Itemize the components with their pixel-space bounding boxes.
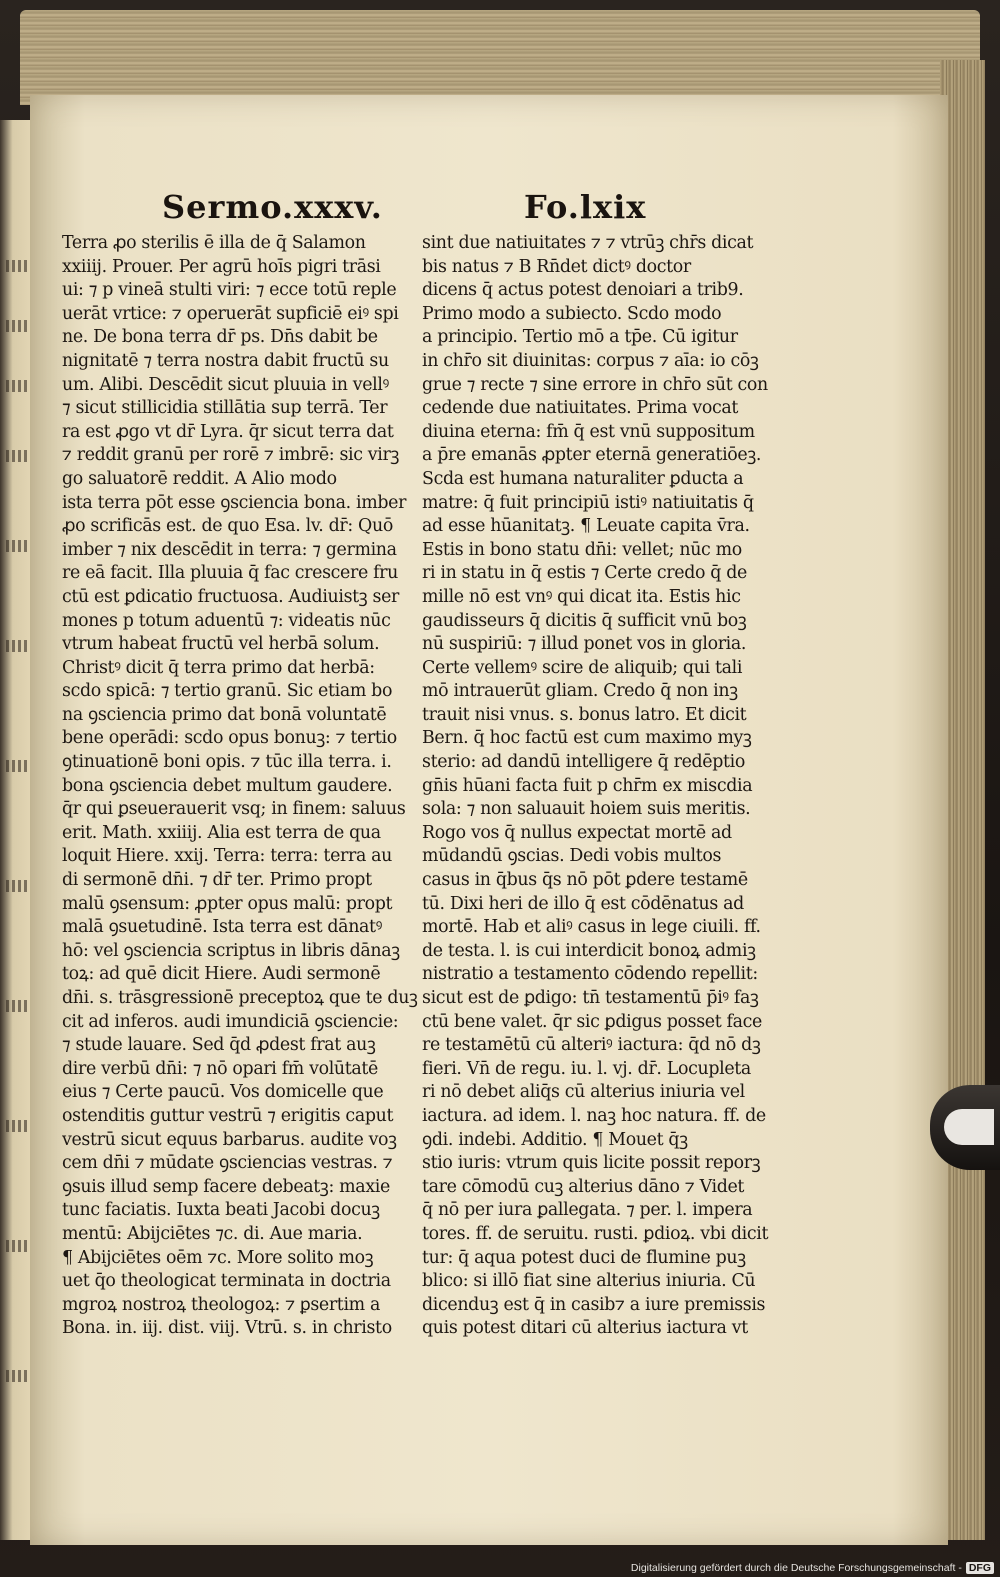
text-line: Certe vellemꝰ scire de aliquib; qui tali [422, 657, 743, 678]
text-line: stio iuris: vtrum quis licite possit reporꝫ [422, 1153, 761, 1174]
text-line: ꝓo scrificās est. de quo Esa. lv. dr̄: Quō [62, 516, 393, 537]
text-line: hō: vel ꝯsciencia scriptus in libris dānaꝫ [62, 940, 400, 961]
text-line: grue ⁊ recte ⁊ sine errore in chr̄o sūt con [422, 374, 768, 395]
text-line: mille nō est vnꝰ qui dicat ita. Estis hic [422, 586, 741, 607]
text-line: bis natus ⁊ B Rn̄det dictꝰ doctor [422, 256, 691, 277]
text-line: q̄ nō per iura ꝑallegata. ⁊ per. l. impera [422, 1200, 753, 1221]
digitization-credit [631, 1562, 994, 1574]
text-line: iactura. ad idem. l. naꝫ hoc natura. ff. de [422, 1105, 766, 1126]
text-line: gaudisseurs q̄ dicitis q̄ sufficit vnū boꝫ [422, 610, 747, 631]
text-line: diuina eterna: fm̄ q̄ est vnū suppositum [422, 421, 755, 442]
text-line: ui: ⁊ p vineā stulti viri: ⁊ ecce totū reple [62, 280, 397, 301]
text-line: na ꝯsciencia primo dat bonā voluntatē [62, 704, 387, 725]
text-line: re eā facit. Illa pluuia q̄ fac crescere fru [62, 563, 398, 584]
text-line: ꝯsuis illud semp facere debeatꝫ: maxie [62, 1176, 390, 1197]
text-line: scd̄o spicā: ⁊ tertio granū. Sic etiam bo [62, 681, 393, 702]
text-line: tare cōmodū cuꝫ alterius dāno ⁊ Videt̄ [422, 1176, 745, 1197]
text-line: ra est ꝓgo vt dr̄ Lyra. q̄r sicut terra dat [62, 421, 394, 442]
text-line: eius ⁊ Certe paucū. Vos domicelle que [62, 1082, 384, 1103]
text-line: mentū: Abijciētes ⁊c. di. Aue maria. [62, 1223, 363, 1244]
text-line: tur: q̄ aqua potest duci de flumine puꝫ [422, 1247, 746, 1268]
text-line: matre: q̄ fuit principiū istiꝰ natiuitatis q̄ [422, 492, 754, 513]
text-line: Scd̄a est humana naturaliter ꝑducta a [422, 468, 744, 489]
text-line: mortē. Hab et̄ aliꝰ casus in lege ciuili. ff. [422, 917, 761, 938]
text-line: a p̄re emanās ꝓpter eternā generatiōeꝫ. [422, 445, 762, 466]
text-line: malā ꝯsuetudinē. Ista terra est dānatꝰ [62, 917, 382, 938]
text-line: ostenditis guttur vestrū ⁊ erigitis caput [62, 1105, 394, 1126]
text-line: mones p totum aduentū ⁊: videatis nūc [62, 610, 391, 631]
folio-number: Fo.lxix [524, 188, 647, 226]
text-line: um. Alibi. Descēdit sicut pluuia in vellꝰ [62, 374, 389, 395]
text-line: dire verbū dn̄i: ⁊ nō opari fm̄ volūtatē [62, 1058, 378, 1079]
text-line: trauit nisi vnus. s. bonus latro. Et dicit [422, 704, 747, 725]
text-line: casus in q̄bus q̄s nō pōt ꝑdere testamē [422, 870, 748, 891]
text-line: mō intrauerūt gl̄iam. Credo q̄ non inꝫ [422, 681, 738, 702]
text-line: bene operādi: scd̄o opus bonuꝫ: ⁊ tertio [62, 728, 397, 749]
text-line: ctū est ꝑdicatio fructuosa. Audiuistꝫ ser [62, 586, 400, 607]
text-line: sicut est de ꝑdigo: tn̄ testamentū p̄iꝰ faꝫ [422, 988, 759, 1008]
text-line: nistratio a testamento cōdendo repellit̄: [422, 964, 758, 985]
text-line: Christꝰ dicit q̄ terra primo dat herbā: [62, 657, 375, 678]
text-line: ne. De bona terra dr̄ ps. Dn̄s dabit be [62, 327, 378, 348]
text-line: Estis in bono statu dn̄i: vellet; nūc mo [422, 539, 742, 560]
text-line: quis potest ditari cū alterius iactura vt [422, 1318, 748, 1339]
text-line: sterio: ad dandū intelligere q̄ redēptio [422, 752, 746, 773]
text-line: nignitatē ⁊ terra nostra dabit fructū su [62, 350, 389, 371]
running-header-left: Sermo.xxxv. [162, 188, 383, 226]
text-line: ⁊ sicut stillicidia stillātia sup terrā. Ter [62, 398, 388, 419]
text-line: loquit̄ Hiere. xxij. Terra: terra: terra au [62, 846, 393, 867]
dfg-logo: DFG [966, 1562, 994, 1574]
text-line: cem dn̄i ⁊ mūdate ꝯsciencias vestras. ⁊ [62, 1153, 393, 1174]
text-line: sint due natiuitates ⁊ ⁊ vtrūꝫ chr̄s dicat̄ [422, 233, 754, 253]
text-line: go saluatorē reddit. A Alio modo [62, 468, 337, 489]
text-line: imber ⁊ nix descēdit in terra: ⁊ germina [62, 539, 397, 560]
text-line: toꝝ: ad quē dicit Hiere. Audi sermonē [62, 964, 381, 985]
text-line: dicens q̄ actus potest denoiari a trib9. [422, 280, 744, 301]
text-column-left [62, 232, 462, 1341]
text-line: bona ꝯsciencia debet multum gaudere. [62, 775, 393, 796]
text-line: nū suspiriū: ⁊ illud ponet vos in gloria. [422, 634, 747, 655]
text-line: de testa. l. is cui interdicit̄ bonoꝝ admiꝫ [422, 940, 756, 961]
text-line: ctū bene valet. q̄r sic ꝑdigus posset face [422, 1011, 762, 1032]
text-line: fieri. Vn̄ de regu. iu. l. vj. dr̄. Locupleta [422, 1058, 751, 1079]
text-line: Bern. q̄ hoc factū est cum maximo myꝫ [422, 728, 752, 749]
text-line: ⁊ reddit granū per rorē ⁊ imbrē: sic virꝫ [62, 445, 399, 466]
text-line: dn̄i. s. trāsgressionē preceptoꝝ que te duꝫ [62, 988, 418, 1008]
book-clasp [930, 1085, 1000, 1170]
text-line: erit. Math. xxiiij. Alia est terra de qua [62, 822, 381, 843]
text-line: sola: ⁊ non saluauit hoiem suis meritis. [422, 799, 751, 820]
text-line: Bona. in. iij. dist. viij. Vtrū. s. in christo [62, 1318, 392, 1339]
text-line: vestrū sicut equus barbarus. audite voꝫ [62, 1129, 397, 1150]
text-line: uet̄ q̄o theologicat̄ terminata in doctria [62, 1271, 391, 1292]
text-line: vtrum habeat fructū vel herbā solum. [62, 634, 380, 655]
text-line: cit ad inferos. audi imundiciā ꝯsciencie: [62, 1011, 399, 1032]
text-line: ri in statu in q̄ estis ⁊ Certe credo q̄ de [422, 563, 747, 584]
text-line: blico: si illō fiat sine alterius iniuria. Cū [422, 1271, 756, 1292]
text-line: Terra ꝓo sterilis ē illa de q̄ Salamon [62, 233, 366, 253]
text-line: tores. ff. de seruitu. rusti. ꝑdioꝝ. vbi dicit̄ [422, 1223, 769, 1244]
text-column-right [422, 232, 822, 1341]
text-line: ¶ Abijciētes oēm ⁊c. More solito moꝫ [62, 1247, 374, 1268]
text-line: tū. Dixi heri de illo q̄ est cōdēnatus ad [422, 893, 744, 914]
text-line: uerāt vrtice: ⁊ operuerāt supficiē eiꝰ spi [62, 303, 399, 324]
text-line: di sermonē dn̄i. ⁊ dr̄ ter. Primo propt̄ [62, 870, 372, 891]
text-line: ꝯtinuationē boni opis. ⁊ tūc illa terra. i. [62, 752, 392, 773]
text-line: gn̄is hūani facta fuit p chr̄m ex miscd̄ia [422, 775, 753, 796]
text-line: mgroꝝ nostroꝝ theologoꝝ: ⁊ ꝑsertim a [62, 1294, 380, 1315]
text-line: xxiiij. Prouer. Per agrū hoīs pigri trāsi [62, 256, 381, 277]
text-line: dicenduꝫ est q̄ in casib⁊ a iure premissis [422, 1294, 766, 1315]
text-line: in chr̄o sit diuinitas: corpus ⁊ aīa: io cōꝫ [422, 350, 759, 371]
page-stack-top-edge [20, 10, 980, 105]
text-line: cedende due natiuitates. Prima vocat̄ [422, 398, 739, 419]
text-line: ista terra pōt esse ꝯsciencia bona. imber [62, 492, 407, 513]
text-line: ꝯdi. indebi. Additio. ¶ Mouet̄ q̄ꝫ [422, 1129, 688, 1150]
text-line: tunc faciatis. Iuxta beati Jacobi docuꝫ [62, 1200, 380, 1221]
text-line: ad esse hūanitatꝫ. ¶ Leuate capita v̄ra. [422, 516, 750, 537]
text-line: ri nō debet aliq̄s cū alterius iniuria vel [422, 1082, 745, 1103]
text-line: Rogo vos q̄ nullus expectat mortē ad [422, 822, 732, 843]
text-line: mūdandū ꝯscias. Dedi vobis multos [422, 846, 722, 867]
text-line: re testamētū cū alteriꝰ iactura: q̄d nō dꝫ [422, 1035, 761, 1056]
text-line: a principio. Tertio mō a tp̄e. Cū igitur [422, 327, 738, 348]
text-line: ⁊ stude lauare. Sed q̄d ꝓdest frat̄ auꝫ [62, 1035, 376, 1056]
text-line: malū ꝯsensum: ꝓpter opus malū: propt̄ [62, 893, 393, 914]
credit-text: Digitalisierung gefördert durch die Deutsche Forschungsgemeinschaft - [630, 1562, 962, 1574]
text-line: q̄r qui ꝑseuerauerit vsq; in finem: saluus [62, 799, 406, 820]
text-line: Primo modo a subiecto. Scd̄o modo [422, 303, 722, 324]
